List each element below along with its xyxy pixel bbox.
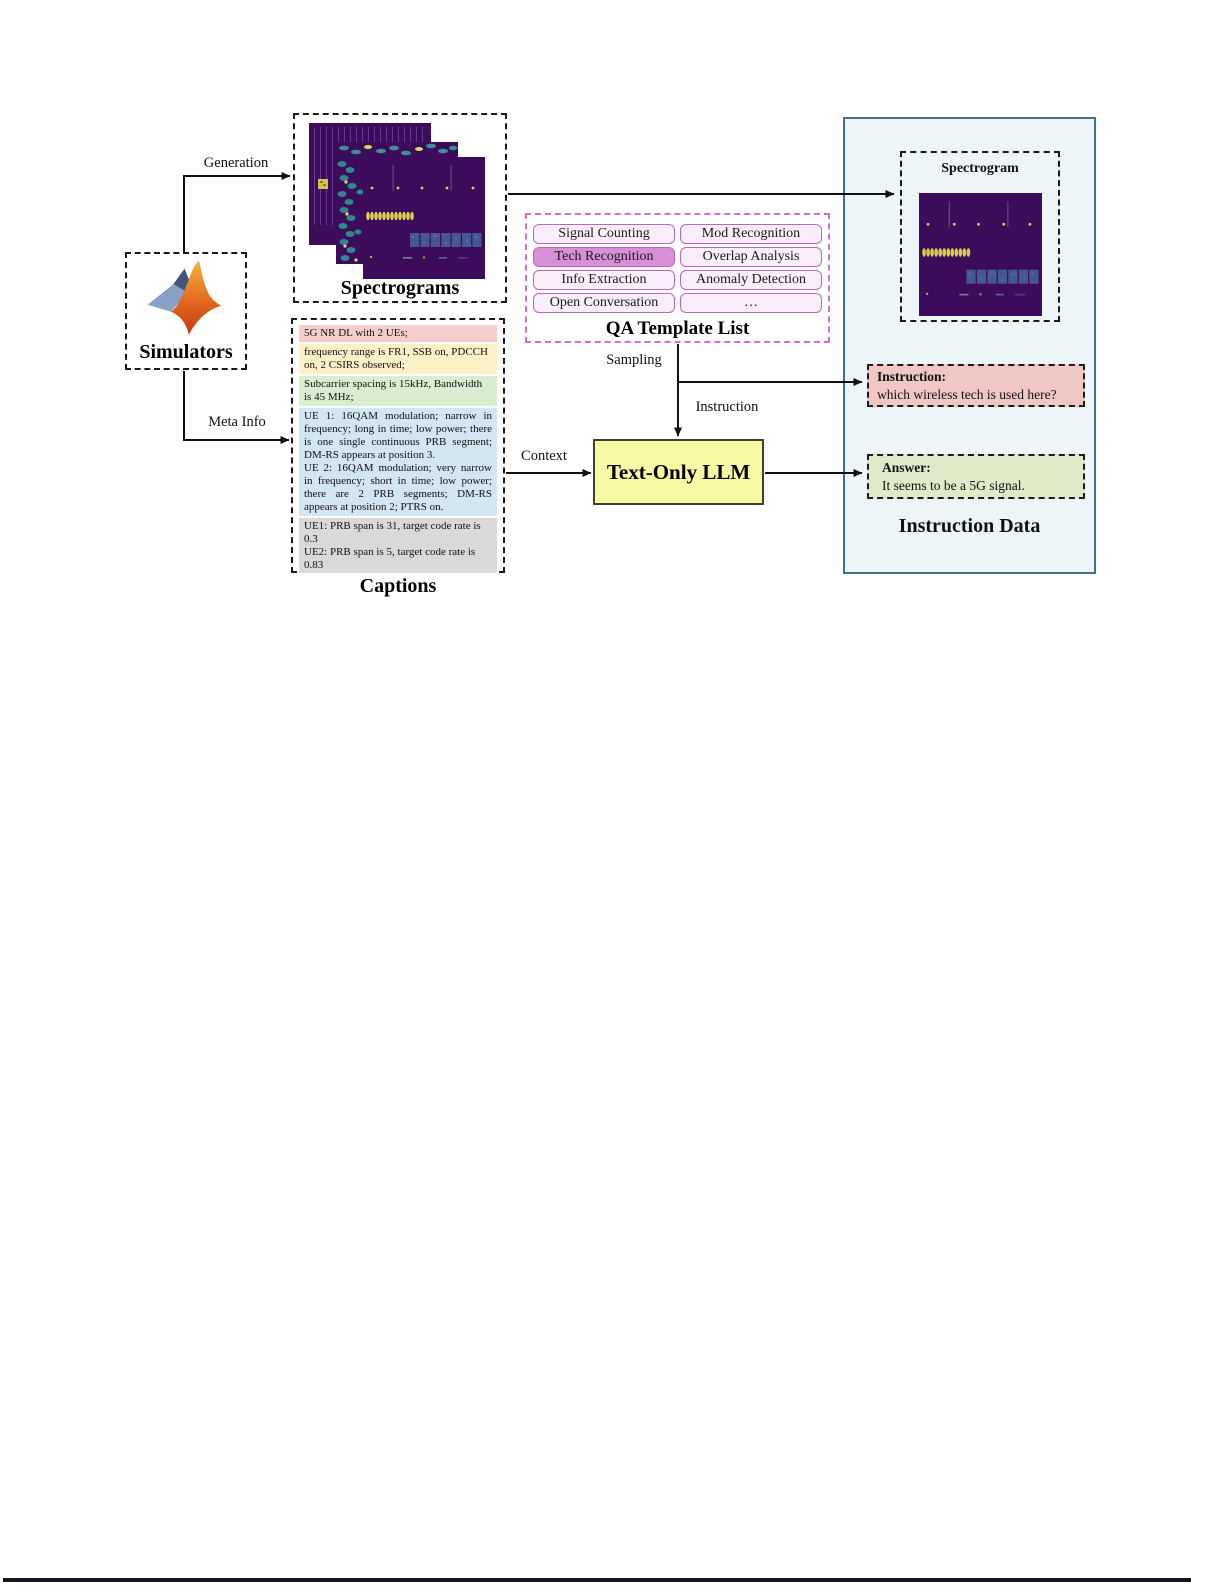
qa-item-ellipsis: … [680,293,822,313]
qa-item-overlap-analysis: Overlap Analysis [680,247,822,267]
edge-label-sampling: Sampling [606,352,662,368]
caption-text: Subcarrier spacing is 15kHz, Bandwidth is 45 MHz; [304,377,483,403]
caption-block-frequency [299,344,497,374]
spectrogram-image-output [919,193,1042,316]
answer-output-text: It seems to be a 5G signal. [882,477,1025,493]
answer-output-label: Answer: [882,460,931,475]
edge-label-instruction: Instruction [695,399,759,415]
caption-block-prb-span [299,518,497,574]
captions-label: Captions [359,575,437,598]
edge-generation [184,176,290,253]
qa-item-tech-recognition: Tech Recognition [533,247,675,267]
qa-template-list-label: QA Template List [605,318,750,339]
caption-text: UE2: PRB span is 5, target code rate is 0.83 [304,545,476,571]
instruction-data-title: Instruction Data [898,515,1041,537]
caption-block-subcarrier [299,376,497,406]
qa-item-signal-counting: Signal Counting [533,224,675,244]
edge-label-context: Context [521,448,567,464]
qa-item-info-extraction: Info Extraction [533,270,675,290]
text-only-llm-node: Text-Only LLM [593,439,764,505]
caption-text: UE 1: 16QAM modulation; narrow in frequency; long in time; low power; there is one single continuous PRB segment; DM-RS appears at position 3. [304,409,492,461]
qa-item-open-conversation: Open Conversation [533,293,675,313]
simulators-label: Simulators [139,341,233,363]
instruction-data-panel [843,117,1096,574]
spectrogram-output-label: Spectrogram [941,161,1019,176]
simulators-node [125,252,247,370]
spectrogram-output-node [900,151,1060,322]
page-bottom-rule [3,1578,1191,1582]
qa-item-mod-recognition: Mod Recognition [680,224,822,244]
spectrograms-node [293,113,507,303]
caption-text: UE1: PRB span is 31, target code rate is 0.3 [304,519,481,545]
captions-node [291,318,505,598]
caption-block-ue-details [299,408,497,516]
caption-text: 5G NR DL with 2 UEs; [304,327,408,339]
spectrogram-image-front [363,157,485,279]
answer-output-node [867,454,1085,499]
edge-label-generation: Generation [203,155,269,171]
matlab-logo-icon [145,256,231,338]
caption-text: frequency range is FR1, SSB on, PDCCH on, 2 CSIRS observed; [304,345,488,371]
instruction-output-label: Instruction: [877,369,947,384]
caption-block-overview [299,325,497,342]
caption-text: UE 2: 16QAM modulation; very narrow in frequency; short in time; low power; there are 2 PRB segments; DM-RS appears at position 2; PTRS on. [304,461,492,513]
qa-template-list-node [525,213,830,343]
qa-item-anomaly-detection: Anomaly Detection [680,270,822,290]
instruction-output-node [867,364,1085,407]
edge-label-meta-info: Meta Info [208,414,266,430]
instruction-output-text: which wireless tech is used here? [877,386,1057,402]
qa-template-grid [533,224,822,313]
spectrograms-label: Spectrograms [340,277,460,299]
